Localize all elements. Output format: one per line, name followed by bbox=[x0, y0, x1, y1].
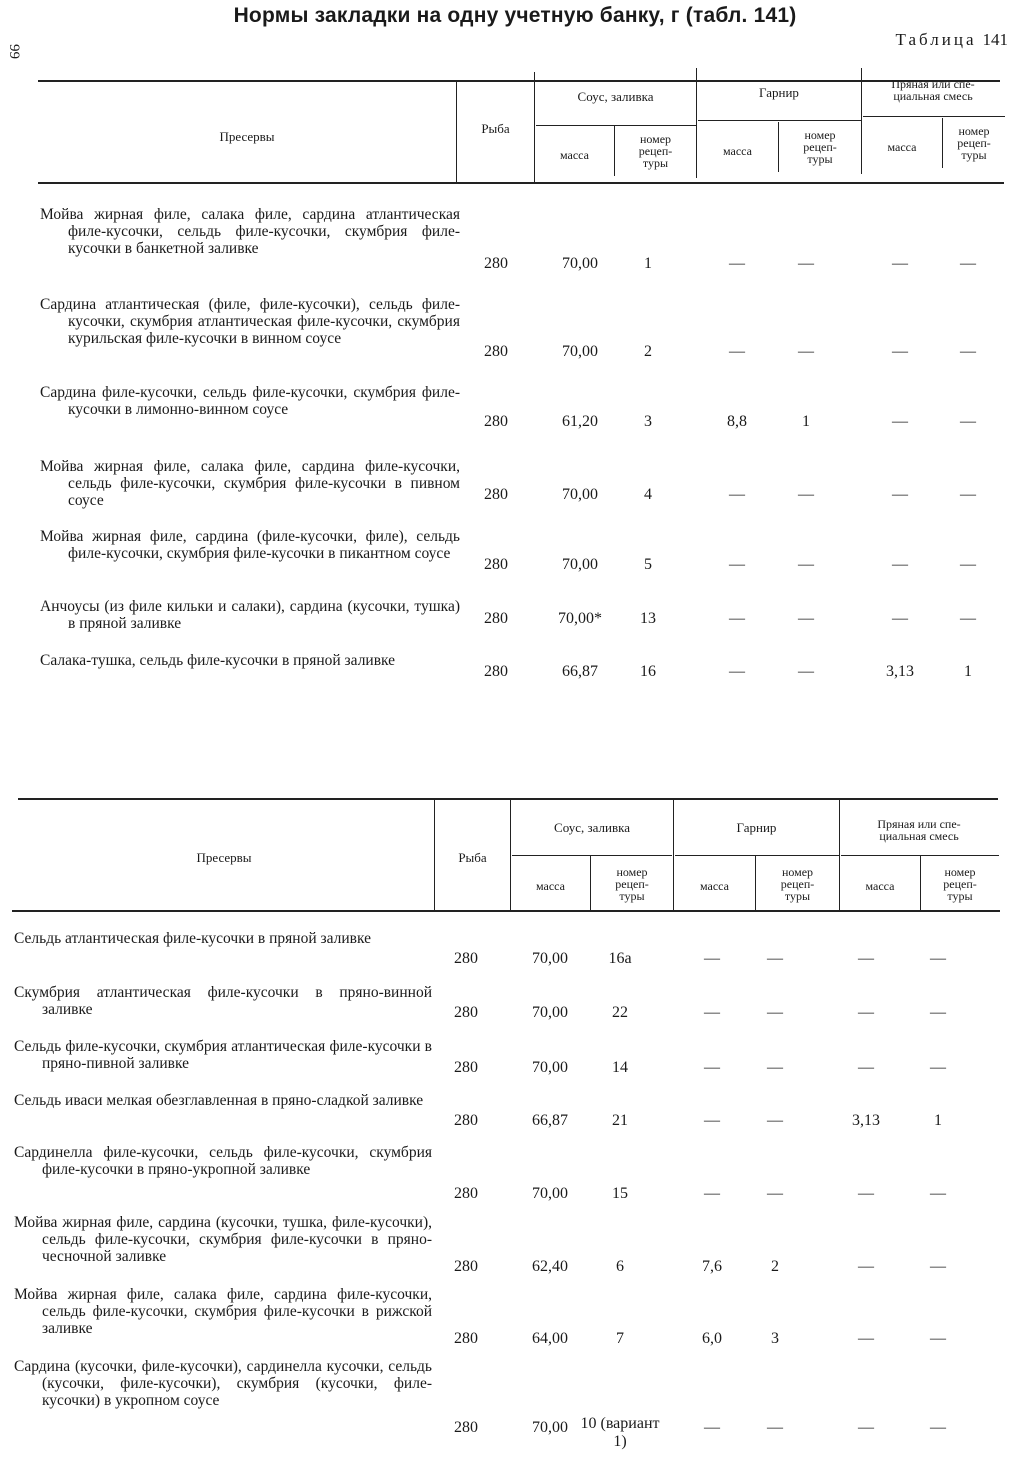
sauce-recipe-value: 5 bbox=[644, 556, 652, 573]
spice-recipe-value: — bbox=[930, 1004, 946, 1021]
sauce-recipe-value: 10 (вариант 1) bbox=[580, 1415, 660, 1450]
header-recipe-line2: рецеп- bbox=[638, 144, 673, 158]
product-name: Сардина (кусочки, филе-кусочки), сардинелла кусочки, сельдь (кусочки, филе-кусочки), скумбрия (кусочки, филе-кусочки) в укропном соусе bbox=[14, 1358, 432, 1409]
spice-recipe-value: 1 bbox=[934, 1112, 942, 1129]
sauce-mass-value: 62,40 bbox=[532, 1258, 568, 1275]
garnish-mass-value: — bbox=[729, 486, 745, 503]
sauce-recipe-value: 16 bbox=[640, 663, 656, 680]
header-recipe-line3: туры bbox=[642, 156, 669, 170]
product-name: Сельдь филе-кусочки, скумбрия атлантическая филе-кусочки в пряно-пивной заливке bbox=[14, 1038, 432, 1072]
divider bbox=[673, 800, 674, 910]
garnish-mass-value: — bbox=[729, 556, 745, 573]
header-spice-mass: масса bbox=[865, 879, 895, 893]
fish-value: 280 bbox=[484, 486, 508, 503]
garnish-mass-value: — bbox=[729, 255, 745, 272]
sauce-mass-value: 70,00 bbox=[532, 1185, 568, 1202]
garnish-mass-value: 7,6 bbox=[702, 1258, 722, 1275]
sauce-mass-value: 70,00 bbox=[532, 950, 568, 967]
header-spice-line1: Пряная или спе- bbox=[891, 77, 975, 91]
sauce-recipe-value: 1 bbox=[644, 255, 652, 272]
page-title: Нормы закладки на одну учетную банку, г (табл. 141) bbox=[233, 4, 797, 27]
garnish-mass-value: — bbox=[704, 1419, 720, 1436]
garnish-mass-value: — bbox=[729, 343, 745, 360]
garnish-mass-value: 8,8 bbox=[727, 413, 747, 430]
garnish-recipe-value: — bbox=[798, 610, 814, 627]
product-name: Мойва жирная филе, салака филе, сардина филе-кусочки, сельдь филе-кусочки, скумбрия филе-кусочки в пивном соусе bbox=[40, 458, 460, 509]
header-recipe-line2: рецеп- bbox=[615, 877, 649, 891]
garnish-recipe-value: 1 bbox=[802, 413, 810, 430]
spice-mass-value: — bbox=[892, 486, 908, 503]
divider bbox=[696, 68, 697, 178]
table-label-text: Таблица bbox=[895, 30, 977, 49]
sauce-mass-value: 64,00 bbox=[532, 1330, 568, 1347]
spice-mass-value: 3,13 bbox=[886, 663, 914, 680]
product-name: Сардинелла филе-кусочки, сельдь филе-кусочки, скумбрия филе-кусочки в пряно-укропной заливке bbox=[14, 1144, 432, 1178]
header-recipe-line3: туры bbox=[784, 889, 811, 903]
page-number: 99 bbox=[6, 44, 22, 59]
garnish-mass-value: — bbox=[704, 1112, 720, 1129]
spice-recipe-value: — bbox=[930, 1258, 946, 1275]
spice-mass-value: — bbox=[858, 1419, 874, 1436]
sauce-recipe-value: 22 bbox=[612, 1004, 628, 1021]
spice-recipe-value: — bbox=[960, 556, 976, 573]
product-name: Мойва жирная филе, салака филе, сардина атлантическая филе-кусочки, сельдь филе-кусочки, скумбрия филе-кусочки в банкетной заливке bbox=[40, 206, 460, 257]
garnish-recipe-value: — bbox=[767, 1112, 783, 1129]
spice-recipe-value: — bbox=[930, 1185, 946, 1202]
divider bbox=[510, 800, 511, 910]
garnish-mass-value: 6,0 bbox=[702, 1330, 722, 1347]
spice-mass-value: — bbox=[858, 1258, 874, 1275]
product-name: Сардина филе-кусочки, сельдь филе-кусочки, скумбрия филе-кусочки в лимонно-винном соусе bbox=[40, 384, 460, 418]
sauce-recipe-value: 7 bbox=[616, 1330, 624, 1347]
garnish-recipe-value: — bbox=[798, 556, 814, 573]
header-sauce: Соус, заливка bbox=[577, 89, 654, 104]
product-name: Мойва жирная филе, салака филе, сардина филе-кусочки, сельдь филе-кусочки, скумбрия филе-кусочки в рижской заливке bbox=[14, 1286, 432, 1337]
header-product: Пресервы bbox=[219, 129, 275, 144]
header-recipe-line1: номер bbox=[639, 132, 672, 146]
garnish-mass-value: — bbox=[704, 950, 720, 967]
fish-value: 280 bbox=[484, 610, 508, 627]
header-recipe-line2: рецеп- bbox=[803, 140, 837, 154]
garnish-mass-value: — bbox=[704, 1004, 720, 1021]
sauce-mass-value: 70,00 bbox=[562, 486, 598, 503]
header-garnish: Гарнир bbox=[736, 820, 777, 835]
sauce-recipe-value: 3 bbox=[644, 413, 652, 430]
sauce-mass-value: 61,20 bbox=[562, 413, 598, 430]
header-spice-line1: Пряная или спе- bbox=[877, 817, 961, 831]
fish-value: 280 bbox=[484, 343, 508, 360]
sauce-mass-value: 70,00 bbox=[562, 343, 598, 360]
sauce-mass-value: 70,00 bbox=[562, 556, 598, 573]
spice-mass-value: — bbox=[892, 255, 908, 272]
spice-mass-value: 3,13 bbox=[852, 1112, 880, 1129]
sub-rule bbox=[536, 125, 696, 126]
sauce-recipe-value: 16а bbox=[608, 950, 632, 967]
header-sauce-mass: масса bbox=[560, 148, 589, 162]
garnish-recipe-value: — bbox=[767, 950, 783, 967]
garnish-recipe-value: — bbox=[767, 1185, 783, 1202]
garnish-recipe-value: 3 bbox=[771, 1330, 779, 1347]
table2-top-rule bbox=[18, 798, 998, 800]
header-spice-line2: циальная смесь bbox=[879, 829, 959, 843]
header-fish: Рыба bbox=[458, 850, 487, 865]
divider bbox=[534, 72, 535, 182]
sauce-mass-value: 70,00 bbox=[532, 1004, 568, 1021]
sub-rule bbox=[512, 855, 672, 856]
product-name: Салака-тушка, сельдь филе-кусочки в пряной заливке bbox=[40, 652, 396, 669]
header-recipe-line2: рецеп- bbox=[780, 877, 815, 891]
table-number: 141 bbox=[982, 30, 1008, 49]
header-garnish-recipe bbox=[779, 129, 861, 165]
spice-recipe-value: — bbox=[960, 343, 976, 360]
header-spice bbox=[840, 818, 998, 842]
header-product: Пресервы bbox=[196, 850, 252, 865]
fish-value: 280 bbox=[454, 1112, 478, 1129]
sauce-recipe-value: 4 bbox=[644, 486, 652, 503]
fish-value: 280 bbox=[484, 556, 508, 573]
spice-recipe-value: — bbox=[930, 1330, 946, 1347]
spice-mass-value: — bbox=[892, 610, 908, 627]
product-name: Мойва жирная филе, сардина (филе-кусочки, филе), сельдь филе-кусочки, скумбрия филе-кусочки в пикантном соусе bbox=[40, 528, 460, 562]
spice-mass-value: — bbox=[858, 1004, 874, 1021]
fish-value: 280 bbox=[454, 950, 478, 967]
header-sauce-recipe bbox=[615, 133, 696, 169]
sauce-recipe-value: 6 bbox=[616, 1258, 624, 1275]
sauce-mass-value: 70,00 bbox=[532, 1419, 568, 1436]
garnish-recipe-value: — bbox=[798, 343, 814, 360]
header-recipe-line1: номер bbox=[781, 865, 814, 879]
fish-value: 280 bbox=[454, 1419, 478, 1436]
spice-mass-value: — bbox=[858, 1059, 874, 1076]
header-spice-line2: циальная смесь bbox=[893, 89, 973, 103]
header-sauce: Соус, заливка bbox=[554, 820, 630, 835]
fish-value: 280 bbox=[454, 1059, 478, 1076]
sauce-mass-value: 70,00 bbox=[562, 255, 598, 272]
garnish-recipe-value: — bbox=[798, 255, 814, 272]
header-recipe-line2: рецеп- bbox=[943, 877, 977, 891]
spice-recipe-value: — bbox=[930, 1419, 946, 1436]
header-recipe-line3: туры bbox=[807, 152, 833, 166]
fish-value: 280 bbox=[454, 1258, 478, 1275]
header-spice-recipe bbox=[943, 125, 1005, 161]
sauce-mass-value: 70,00 bbox=[532, 1059, 568, 1076]
garnish-mass-value: — bbox=[729, 663, 745, 680]
spice-recipe-value: — bbox=[960, 413, 976, 430]
header-spice bbox=[862, 78, 1004, 102]
sauce-mass-value: 70,00* bbox=[558, 610, 602, 627]
garnish-recipe-value: — bbox=[798, 486, 814, 503]
product-name: Анчоусы (из филе кильки и салаки), сардина (кусочки, тушка) в пряной заливке bbox=[40, 598, 460, 632]
header-fish: Рыба bbox=[481, 121, 510, 136]
fish-value: 280 bbox=[484, 413, 508, 430]
spice-recipe-value: — bbox=[930, 1059, 946, 1076]
fish-value: 280 bbox=[454, 1330, 478, 1347]
fish-value: 280 bbox=[484, 255, 508, 272]
divider bbox=[839, 800, 840, 910]
header-sauce-recipe bbox=[591, 866, 673, 902]
spice-recipe-value: — bbox=[960, 255, 976, 272]
garnish-mass-value: — bbox=[729, 610, 745, 627]
header-recipe-line1: номер bbox=[804, 128, 836, 142]
garnish-recipe-value: — bbox=[767, 1004, 783, 1021]
sauce-recipe-value: 13 bbox=[640, 610, 656, 627]
header-recipe-line3: туры bbox=[619, 889, 645, 903]
product-name: Сардина атлантическая (филе, филе-кусочки), сельдь филе-кусочки, скумбрия атлантическая филе-кусочки, скумбрия курильская филе-кусочки в винном соусе bbox=[40, 296, 460, 347]
spice-mass-value: — bbox=[858, 1330, 874, 1347]
sauce-mass-value: 66,87 bbox=[562, 663, 598, 680]
sub-rule bbox=[675, 855, 839, 856]
header-recipe-line2: рецеп- bbox=[957, 136, 991, 150]
fish-value: 280 bbox=[484, 663, 508, 680]
spice-recipe-value: — bbox=[930, 950, 946, 967]
spice-mass-value: — bbox=[892, 343, 908, 360]
garnish-recipe-value: 2 bbox=[771, 1258, 779, 1275]
table2-header-rule bbox=[12, 910, 1000, 912]
spice-recipe-value: — bbox=[960, 610, 976, 627]
sauce-recipe-value: 15 bbox=[612, 1185, 628, 1202]
garnish-mass-value: — bbox=[704, 1185, 720, 1202]
product-name: Сельдь иваси мелкая обезглавленная в пряно-сладкой заливке bbox=[14, 1092, 424, 1109]
garnish-recipe-value: — bbox=[767, 1059, 783, 1076]
table1-header-rule bbox=[38, 182, 1004, 184]
header-recipe-line3: туры bbox=[947, 889, 973, 903]
sauce-recipe-value: 2 bbox=[644, 343, 652, 360]
header-spice-mass: масса bbox=[887, 140, 917, 154]
header-recipe-line1: номер bbox=[616, 865, 648, 879]
header-recipe-line1: номер bbox=[958, 124, 990, 138]
sub-rule bbox=[698, 120, 861, 121]
sauce-recipe-value: 21 bbox=[612, 1112, 628, 1129]
sub-rule bbox=[863, 116, 1005, 117]
spice-mass-value: — bbox=[858, 1185, 874, 1202]
header-garnish: Гарнир bbox=[759, 85, 799, 100]
fish-value: 280 bbox=[454, 1185, 478, 1202]
header-spice-recipe bbox=[921, 866, 999, 902]
spice-mass-value: — bbox=[892, 413, 908, 430]
garnish-recipe-value: — bbox=[798, 663, 814, 680]
spice-mass-value: — bbox=[892, 556, 908, 573]
spice-mass-value: — bbox=[858, 950, 874, 967]
header-sauce-mass: масса bbox=[536, 879, 565, 893]
header-garnish-mass: масса bbox=[723, 144, 752, 158]
sauce-mass-value: 66,87 bbox=[532, 1112, 568, 1129]
header-garnish-mass: масса bbox=[700, 879, 729, 893]
garnish-recipe-value: — bbox=[767, 1419, 783, 1436]
table1-top-rule bbox=[38, 80, 1000, 82]
header-recipe-line3: туры bbox=[961, 148, 987, 162]
sauce-recipe-value: 14 bbox=[612, 1059, 628, 1076]
header-recipe-line1: номер bbox=[944, 865, 976, 879]
fish-value: 280 bbox=[454, 1004, 478, 1021]
product-name: Сельдь атлантическая филе-кусочки в пряной заливке bbox=[14, 930, 371, 947]
product-name: Мойва жирная филе, сардина (кусочки, тушка, филе-кусочки), сельдь филе-кусочки, скумбрия филе-кусочки в пряно-чесночной заливке bbox=[14, 1214, 432, 1265]
table-label bbox=[896, 30, 1008, 50]
spice-recipe-value: — bbox=[960, 486, 976, 503]
spice-recipe-value: 1 bbox=[964, 663, 972, 680]
garnish-mass-value: — bbox=[704, 1059, 720, 1076]
header-garnish-recipe bbox=[756, 866, 839, 902]
product-name: Скумбрия атлантическая филе-кусочки в пряно-винной заливке bbox=[14, 984, 432, 1018]
